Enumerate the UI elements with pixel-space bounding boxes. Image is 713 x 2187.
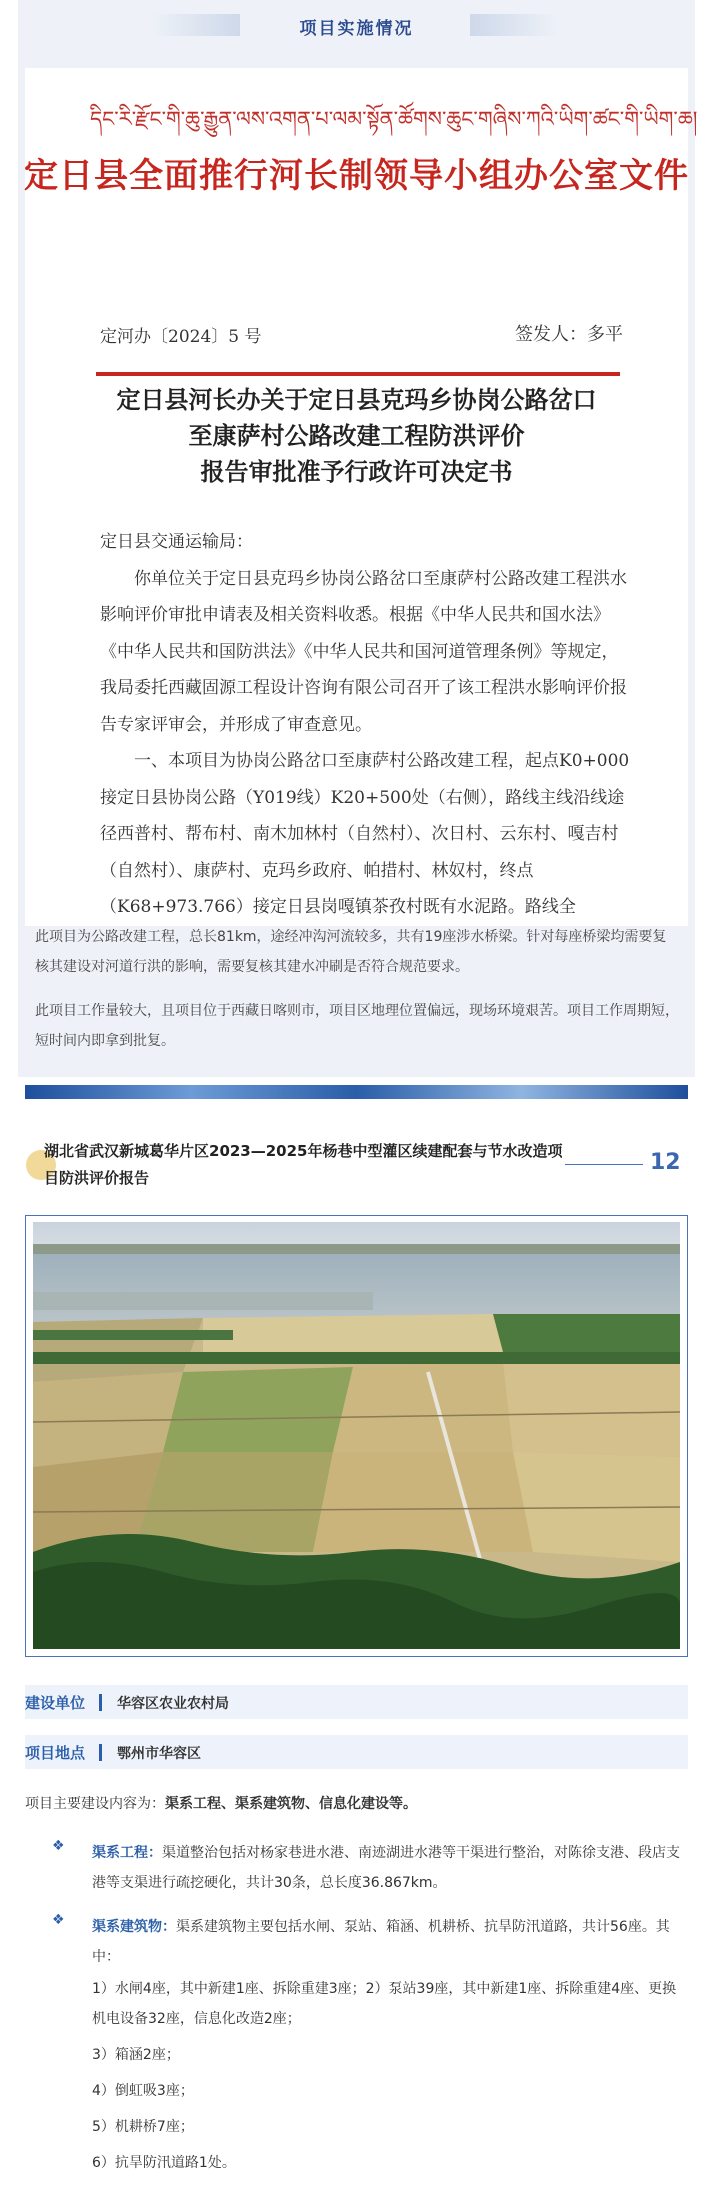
red-divider <box>96 372 620 376</box>
title-rule <box>565 1164 643 1165</box>
org-title: 定日县全面推行河长制领导小组办公室文件 <box>24 156 689 196</box>
location-label: 项目地点 <box>25 1744 86 1762</box>
canal-text: 渠道整治包括对杨家巷进水港、南迹湖进水港等干渠进行整治，对陈徐支港、段店支港等支渠进行疏挖硬化，共计30条，总长度36.867km。 <box>92 1845 680 1891</box>
info-row-unit <box>25 1685 688 1719</box>
body-paragraph: 你单位关于定日县克玛乡协岗公路岔口至康萨村公路改建工程洪水影响评价审批申请表及相关资料收悉。根据《中华人民共和国水法》《中华人民共和国防洪法》《中华人民共和国河道管理条例》等规定，我局委托西藏固源工程设计咨询有限公司召开了该工程洪水影响评价报告专家评审会，并形成了审查意见。 <box>100 568 627 735</box>
location-value: 鄂州市华容区 <box>117 1746 201 1762</box>
headline-line: 定日县河长办关于定日县克玛乡协岗公路岔口 <box>116 385 597 414</box>
signer: 签发人：多平 <box>515 324 623 345</box>
unit-value: 华容区农业农村局 <box>117 1696 229 1712</box>
aerial-farmland-photo <box>33 1222 680 1649</box>
section-title: 项目实施情况 <box>299 19 414 39</box>
unit-label: 建设单位 <box>25 1694 86 1712</box>
farmland-illustration <box>33 1222 680 1649</box>
info-row-location <box>25 1735 688 1769</box>
canal-paragraph <box>92 1838 684 1898</box>
diamond-bullet-icon: ❖ <box>52 1838 65 1854</box>
summary-paragraph: 此项目工作量较大，且项目位于西藏日喀则市，项目区地理位置偏远，现场环境艰苦。项目工作周期短，短时间内即拿到批复。 <box>35 1003 679 1049</box>
project-title: 湖北省武汉新城葛华片区2023—2025年杨巷中型灌区续建配套与节水改造项目防洪评价报告 <box>44 1142 563 1187</box>
addressee: 定日县交通运输局： <box>100 532 253 552</box>
project-number: 12 <box>650 1150 681 1175</box>
diamond-bullet-icon: ❖ <box>52 1912 65 1928</box>
list-item: 3）箱涵2座； <box>92 2047 180 2063</box>
banner-strip <box>25 1085 688 1099</box>
summary-paragraph: 此项目为公路改建工程，总长81km，途经冲沟河流较多，共有19座涉水桥梁。针对每座桥梁均需要复核其建设对河道行洪的影响，需要复核其建水冲刷是否符合规范要求。 <box>35 929 667 975</box>
list-item: 5）机耕桥7座； <box>92 2119 194 2135</box>
list-item: 4）倒虹吸3座； <box>92 2083 194 2099</box>
list-item: 6）抗旱防汛道路1处。 <box>92 2155 236 2171</box>
intro-prefix: 项目主要建设内容为： <box>25 1796 165 1812</box>
headline-line: 至康萨村公路改建工程防洪评价 <box>188 421 525 450</box>
building-paragraph <box>92 1912 684 1972</box>
tibetan-header: དིང་རི་རྫོང་གི་ཆུ་རྒྱུན་ལས་འགན་པ་ལམ་སྟོན་ཚོགས་ཆུང་གཞིས་ཀའི་ཡིག་ཚང་གི་ཡིག་ཆ། <box>90 107 698 131</box>
headline-line: 报告审批准予行政许可决定书 <box>200 457 513 486</box>
intro-line <box>25 1792 417 1816</box>
building-text: 渠系建筑物主要包括水闸、泵站、箱涵、机耕桥、抗旱防汛道路，共计56座。其中： <box>92 1919 670 1965</box>
building-label: 渠系建筑物： <box>92 1919 176 1935</box>
canal-label: 渠系工程： <box>92 1845 162 1861</box>
doc-headline <box>0 382 713 490</box>
doc-body <box>100 524 630 926</box>
list-item: 1）水闸4座，其中新建1座、拆除重建3座；2）泵站39座，其中新建1座、拆除重建4座、更换机电设备32座，信息化改造2座； <box>92 1981 677 2027</box>
label-separator <box>99 1744 102 1761</box>
intro-highlight: 渠系工程、渠系建筑物、信息化建设等。 <box>165 1796 417 1812</box>
body-paragraph: 一、本项目为协岗公路岔口至康萨村公路改建工程，起点K0+000接定日县协岗公路（Y019线）K20+500处（右侧），路线主线沿线途径西普村、帮布村、南木加林村（自然村）、次日村、云东村、嘎吉村（自然村）、康萨村、克玛乡政府、帕措村、林奴村，终点（K68+973.766）接定日县岗嘎镇茶孜村既有水泥路。路线全 <box>100 751 630 917</box>
doc-number: 定河办〔2024〕5 号 <box>100 327 262 347</box>
label-separator <box>99 1694 102 1711</box>
